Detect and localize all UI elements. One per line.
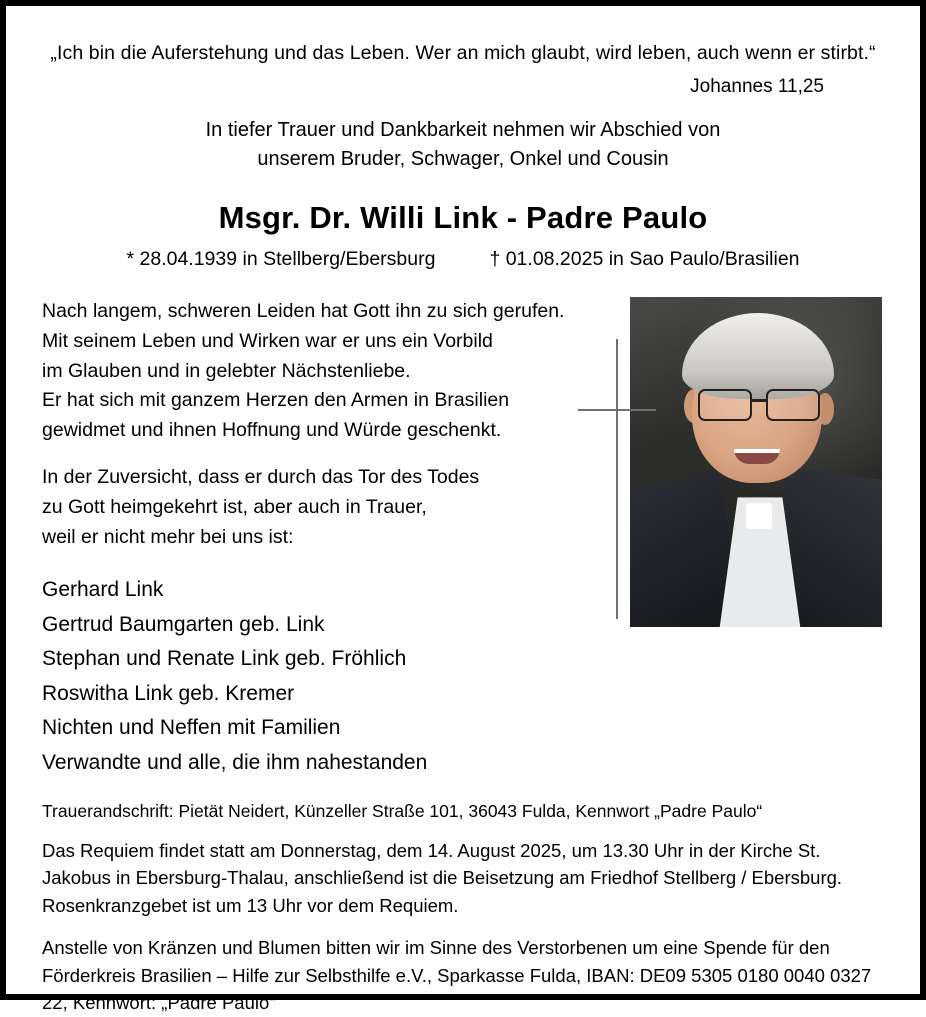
memorial-p2-line-2: zu Gott heimgekehrt ist, aber auch in Trauer, bbox=[42, 496, 427, 519]
death-date: † 01.08.2025 in Sao Paulo/Brasilien bbox=[489, 248, 800, 271]
intro-text bbox=[42, 116, 884, 174]
memorial-p1-line-4: Er hat sich mit ganzem Herzen den Armen in Brasilien bbox=[42, 389, 510, 412]
portrait-photo bbox=[630, 297, 882, 627]
requiem-details: Das Requiem findet statt am Donnerstag, dem 14. August 2025, um 13.30 Uhr in der Kirche St. Jakobus in Ebersburg-Thalau, anschließend ist die Beisetzung am Friedhof Stellberg / Ebersburg. Rosenkranzgebet ist um 13 Uhr vor dem Requiem. bbox=[42, 839, 843, 917]
memorial-p1-line-2: Mit seinem Leben und Wirken war er uns ein Vorbild bbox=[42, 329, 493, 352]
list-item: Nichten und Neffen mit Familien bbox=[42, 716, 341, 740]
deceased-name: Msgr. Dr. Willi Link - Padre Paulo bbox=[218, 200, 708, 236]
memorial-p2-line-3: weil er nicht mehr bei uns ist: bbox=[42, 525, 294, 548]
photo-collar-tab bbox=[746, 503, 772, 529]
memorial-text bbox=[42, 297, 602, 778]
birth-date: * 28.04.1939 in Stellberg/Ebersburg bbox=[126, 248, 436, 271]
cross-icon bbox=[616, 339, 618, 619]
memorial-p1-line-1: Nach langem, schweren Leiden hat Gott ihn zu sich gerufen. bbox=[42, 300, 565, 323]
intro-line-2: unserem Bruder, Schwager, Onkel und Cousin bbox=[257, 148, 669, 171]
photo-lens-left bbox=[698, 389, 752, 421]
intro-line-1: In tiefer Trauer und Dankbarkeit nehmen wir Abschied von bbox=[205, 119, 721, 142]
list-item: Stephan und Renate Link geb. Fröhlich bbox=[42, 647, 407, 671]
family-list bbox=[42, 574, 602, 778]
list-item: Gertrud Baumgarten geb. Link bbox=[42, 612, 325, 636]
memorial-paragraph-1 bbox=[42, 297, 602, 445]
memorial-p1-line-5: gewidmet und ihnen Hoffnung und Würde geschenkt. bbox=[42, 418, 502, 441]
notice-footer bbox=[42, 798, 884, 1017]
list-item: Gerhard Link bbox=[42, 578, 164, 602]
memorial-p1-line-3: im Glauben und in gelebter Nächstenliebe. bbox=[42, 359, 411, 382]
bible-quote: „Ich bin die Auferstehung und das Leben. Wer an mich glaubt, wird leben, auch wenn er stirbt.“ bbox=[50, 42, 876, 64]
list-item: Verwandte und alle, die ihm nahestanden bbox=[42, 750, 428, 774]
memorial-paragraph-2 bbox=[42, 463, 602, 552]
photo-lens-right bbox=[766, 389, 820, 421]
list-item: Roswitha Link geb. Kremer bbox=[42, 681, 295, 705]
body-area bbox=[42, 297, 884, 778]
life-dates bbox=[42, 248, 884, 271]
notice-inner bbox=[6, 6, 920, 1014]
mourning-address: Trauerandschrift: Pietät Neidert, Künzeller Straße 101, 36043 Fulda, Kennwort „Padre Paulo“ bbox=[42, 801, 763, 822]
quote-source: Johannes 11,25 bbox=[690, 76, 824, 98]
photo-glasses-bridge bbox=[750, 399, 768, 402]
memorial-p2-line-1: In der Zuversicht, dass er durch das Tor des Todes bbox=[42, 466, 480, 489]
donation-details: Anstelle von Kränzen und Blumen bitten wir im Sinne des Verstorbenen um eine Spende für den Förderkreis Brasilien – Hilfe zur Selbsthilfe e.V., Sparkasse Fulda, IBAN: DE09 5305 0180 0040 0327 22, Kennwort: „Padre Paulo“ bbox=[42, 936, 872, 1014]
photo-glasses bbox=[696, 389, 822, 419]
